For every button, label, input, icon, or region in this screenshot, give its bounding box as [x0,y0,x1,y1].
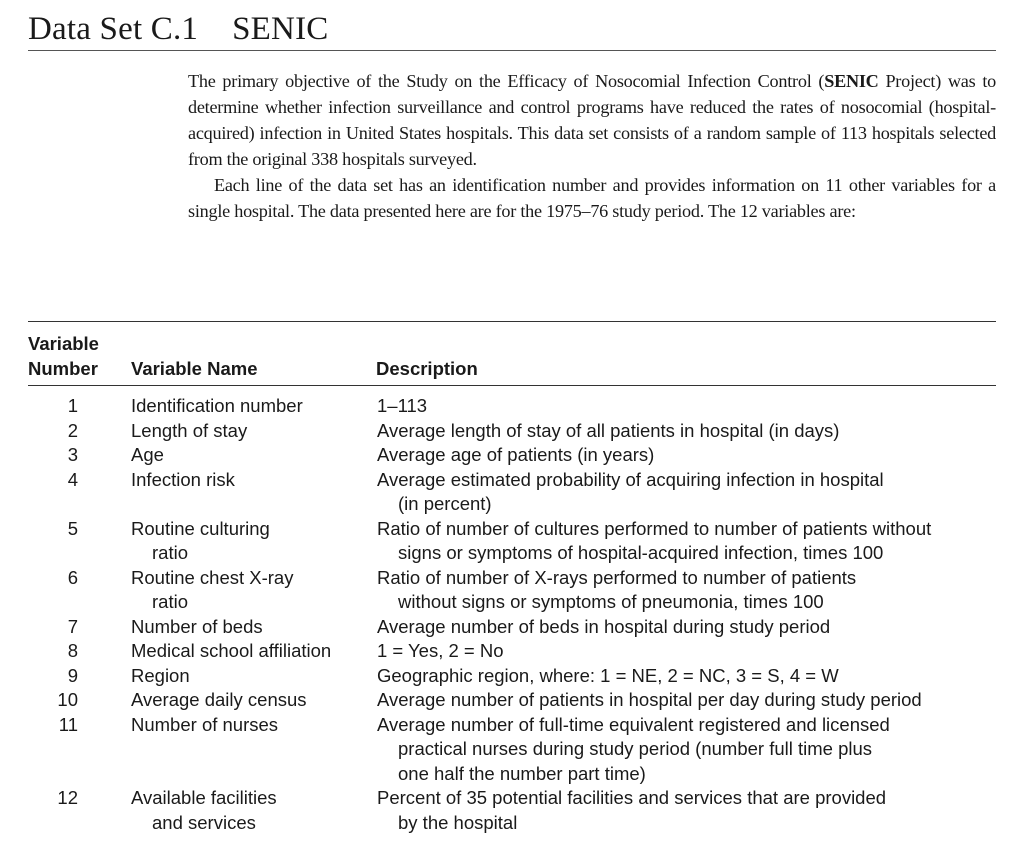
data-set-label: Data Set C.1 [28,11,199,47]
variable-description-line: Average age of patients (in years) [377,444,655,465]
table-row [28,615,998,640]
variable-number: 7 [67,615,78,637]
intro-paragraph-2: Each line of the data set has an identification number and provides information on 11 other variables for a single hospital. The data presented here are for the 1975–76 study period. The 12 variables are: [188,175,996,221]
variable-name-line: Routine culturing [131,517,270,539]
variable-description-line: (in percent) [398,493,492,514]
variable-number: 1 [67,395,78,416]
table-row [28,443,998,468]
variable-description [377,517,998,566]
variable-description-line: 1 = Yes, 2 = No [377,640,504,661]
variable-number: 5 [67,517,78,539]
header-number-line2: Number [28,358,98,379]
intro-p1-start: The primary objective of the Study on the Efficacy of Nosocomial Infection Control ( [188,71,825,91]
variable-description [377,443,998,468]
variable-name-line: Length of stay [131,419,248,441]
variable-name [131,566,377,615]
intro-text [188,68,996,224]
variable-description-line: Ratio of number of cultures performed to number of patients without [377,517,932,539]
variable-description-line: by the hospital [398,811,518,833]
table-row [28,639,998,664]
table-row [28,566,998,615]
variable-description-line: Ratio of number of X-rays performed to number of patients [377,566,857,588]
variable-number: 11 [58,713,78,735]
variable-description [377,419,998,444]
variable-name-line: ratio [152,591,188,612]
table-row [28,517,998,566]
variable-name [131,394,377,419]
variable-name-line: Age [131,444,164,465]
variable-number: 4 [67,468,78,490]
variable-name [131,664,377,689]
variable-description [377,615,998,640]
table-row [28,713,998,787]
variable-description [377,713,998,787]
table-row [28,468,998,517]
variable-description [377,688,998,713]
variable-description [377,664,998,689]
header-variable-number [28,331,99,381]
variable-name-line: ratio [152,542,188,563]
intro-p1-bold: SENIC [824,71,879,91]
variable-description-line: practical nurses during study period (number full time plus [398,738,873,759]
variable-number: 10 [57,689,78,710]
variable-description [377,468,998,517]
variable-name-line: Infection risk [131,468,235,490]
table-row [28,664,998,689]
variable-name [131,517,377,566]
page-title [28,4,328,54]
variable-description-line: Average length of stay of all patients in hospital (in days) [377,419,840,441]
variable-name-line: Medical school affiliation [131,640,332,661]
variable-description-line: one half the number part time) [398,762,646,784]
table-row [28,419,998,444]
variable-name [131,688,377,713]
variable-description-line: 1–113 [377,395,428,416]
table-row [28,786,998,835]
variable-description [377,394,998,419]
variable-name-line: Routine chest X-ray [131,566,294,588]
variable-name [131,615,377,640]
variable-description-line: Average number of patients in hospital per day during study period [377,689,922,710]
variable-number: 12 [57,787,78,808]
header-number-line1: Variable [28,333,99,354]
variable-number: 3 [67,444,78,465]
variable-name-line: Number of nurses [131,713,279,735]
variable-name-line: Identification number [131,395,303,416]
variable-number: 9 [67,664,78,686]
variable-description-line: Average estimated probability of acquiring infection in hospital [377,468,884,490]
variable-table [28,394,998,835]
intro-paragraph-1 [188,68,996,172]
variable-name-line: Region [131,664,190,686]
variable-description [377,786,998,835]
variable-name-line: Average daily census [131,689,307,710]
table-row [28,688,998,713]
variable-name [131,468,377,517]
header-variable-name: Variable Name [131,358,258,379]
variable-description-line: Average number of full-time equivalent registered and licensed [377,713,890,735]
variable-name-line: Number of beds [131,615,263,637]
variable-name [131,419,377,444]
variable-description-line: Percent of 35 potential facilities and services that are provided [377,787,887,808]
variable-number: 6 [67,566,78,588]
variable-description-line: Average number of beds in hospital during study period [377,615,831,637]
variable-description-line: signs or symptoms of hospital-acquired infection, times 100 [398,542,884,563]
variable-number: 8 [67,640,78,661]
title-rule [28,50,996,51]
intro-p1-end: Project) was to determine whether infection surveillance and control programs have reduced the rates of nosocomial (hospital-acquired) infection in United States hospitals. This data set consists of a random sample of 113 hospitals selected from the original 338 hospitals surveyed. [188,71,996,169]
variable-name [131,786,377,835]
variable-description [377,639,998,664]
table-row [28,394,998,419]
data-set-name: SENIC [232,11,329,47]
variable-name [131,443,377,468]
variable-name-line: Available facilities [131,787,277,808]
variable-name [131,639,377,664]
variable-number: 2 [67,419,78,441]
variable-description-line: without signs or symptoms of pneumonia, times 100 [398,591,824,612]
header-description: Description [376,358,478,379]
variable-description [377,566,998,615]
variable-description-line: Geographic region, where: 1 = NE, 2 = NC, 3 = S, 4 = W [377,664,839,686]
header-rule [28,385,996,386]
variable-name-line: and services [152,811,256,833]
variable-name [131,713,377,787]
table-top-rule [28,321,996,322]
